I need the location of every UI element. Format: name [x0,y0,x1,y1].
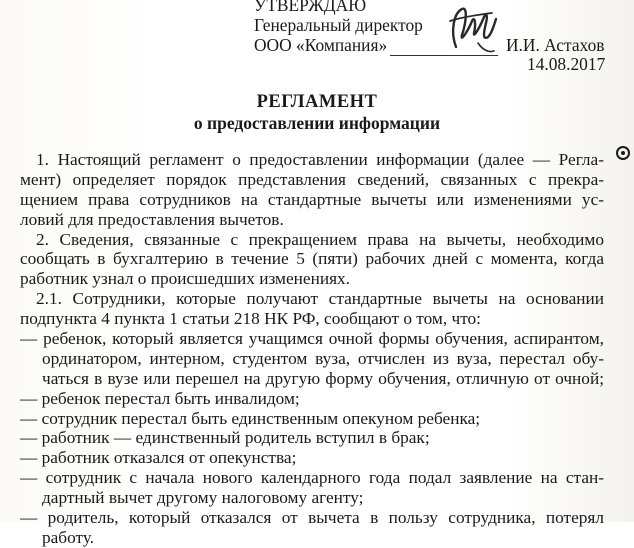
text-line: ловий для предоставления вычетов. [20,209,284,229]
approval-date: 14.08.2017 [527,54,606,74]
text-line: 2. Сведения, связанные с прекращением права на вычеты, необходимо [36,229,604,249]
text-line: подпункта 4 пункта 1 статьи 218 НК РФ, сообщают о том, что: [20,309,481,329]
list-item: — работник — единственный родитель вступил в брак; [20,428,430,448]
text-line: чаться в вузе или перешел на другую форму обучения, отличную от очной; [42,368,604,388]
list-item: — ребенок, который является учащимся очной формы обучения, аспирантом, [20,329,604,349]
text-line: дартный вычет другому налоговому агенту; [42,488,364,508]
text-line: сообщать в бухгалтерию в течение 5 (пяти) рабочих дней с момента, когда [20,249,604,269]
approval-status: УТВЕРЖДАЮ [254,0,367,15]
document-body [20,150,604,548]
document-title [0,91,634,134]
text-line: работу. [42,527,95,547]
margin-bullet-icon [616,146,630,160]
text-line: ординатором, интерном, студентом вуза, отчислен из вуза, перестал обу- [42,348,604,368]
approval-position: Генеральный директор [254,15,423,35]
approval-company: ООО «Компания» [254,35,388,55]
title-subtitle: о предоставлении информации [193,113,441,133]
list-item: — ребенок перестал быть инвалидом; [20,388,300,408]
list-item: — сотрудник с начала нового календарного года подал заявление на стан- [20,468,604,488]
list-item: — работник отказался от опекунства; [20,448,297,468]
text-line: щением права сотрудников на стандартные вычеты или изменениями ус- [20,189,604,209]
text-line: мент) определяет порядок представления сведений, связанных с прекра- [20,169,604,189]
text-line: 2.1. Сотрудники, которые получают стандартные вычеты на основании [36,289,604,309]
text-line: работник узнал о происшедших изменениях. [20,269,350,289]
title-main: РЕГЛАМЕНТ [256,92,378,112]
handwritten-signature [442,1,502,57]
list-item: — сотрудник перестал быть единственным опекуном ребенка; [20,408,481,428]
text-line: 1. Настоящий регламент о предоставлении информации (далее — Регла- [36,150,604,169]
approval-signer: И.И. Астахов [506,35,605,55]
list-item: — родитель, который отказался от вычета в пользу сотрудника, потерял [20,508,604,528]
